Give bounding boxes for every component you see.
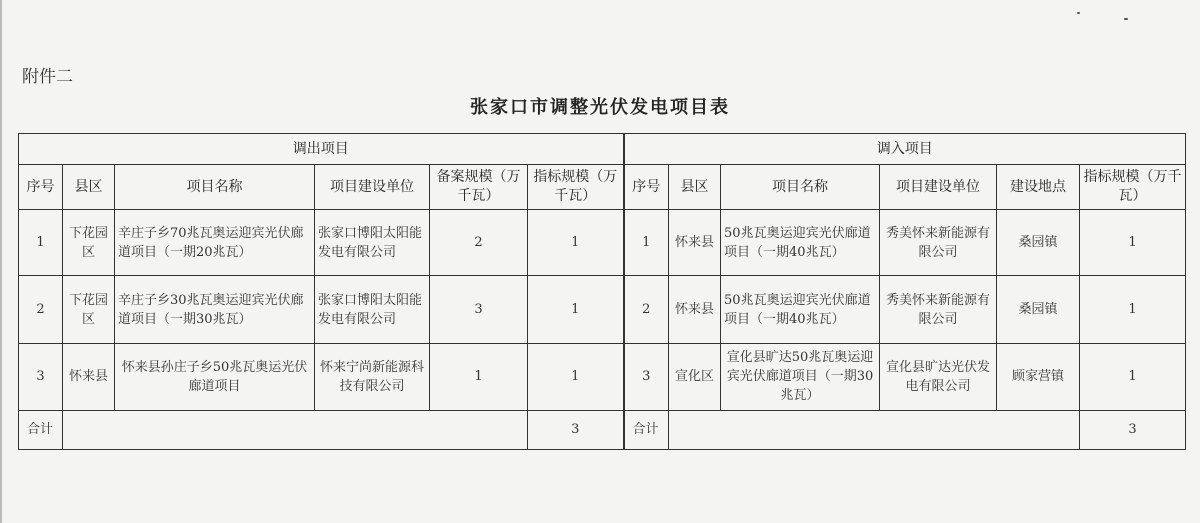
- out-row-no: 1: [19, 210, 63, 276]
- table-row: [19, 210, 1186, 276]
- in-row-quota: 1: [1080, 343, 1186, 410]
- out-header-unit: 项目建设单位: [315, 165, 430, 210]
- in-row-no: 1: [624, 210, 669, 276]
- in-group-header: 调入项目: [624, 134, 1186, 165]
- in-header-county: 县区: [669, 165, 721, 210]
- in-row-name: 50兆瓦奥运迎宾光伏廊道项目（一期40兆瓦）: [721, 276, 880, 343]
- out-row-no: 2: [19, 276, 63, 343]
- in-row-unit: 秀美怀来新能源有限公司: [880, 276, 997, 343]
- out-row-county: 下花园区: [63, 210, 115, 276]
- out-row-no: 3: [19, 343, 63, 410]
- in-row-unit: 秀美怀来新能源有限公司: [880, 210, 997, 276]
- out-row-unit: 张家口博阳太阳能发电有限公司: [315, 210, 430, 276]
- out-row-quota: 1: [528, 343, 624, 410]
- out-row-name: 辛庄子乡70兆瓦奥运迎宾光伏廊道项目（一期20兆瓦）: [115, 210, 315, 276]
- out-row-filed: 1: [430, 343, 528, 410]
- in-row-site: 顾家营镇: [997, 343, 1080, 410]
- out-header-filed: 备案规模（万千瓦）: [430, 165, 528, 210]
- in-row-quota: 1: [1080, 210, 1186, 276]
- out-row-filed: 3: [430, 276, 528, 343]
- out-total-quota: 3: [528, 410, 624, 449]
- in-row-name: 宣化县旷达50兆瓦奥运迎宾光伏廊道项目（一期30兆瓦）: [721, 343, 880, 410]
- out-row-county: 怀来县: [63, 343, 115, 410]
- in-total-blank: [669, 410, 1080, 449]
- in-row-county: 怀来县: [669, 276, 721, 343]
- out-header-county: 县区: [63, 165, 115, 210]
- in-row-county: 宣化区: [669, 343, 721, 410]
- total-row: [19, 410, 1186, 449]
- out-row-unit: 怀来宁尚新能源科技有限公司: [315, 343, 430, 410]
- out-group-header: 调出项目: [19, 134, 624, 165]
- scan-speck: [1077, 12, 1080, 14]
- in-row-no: 2: [624, 276, 669, 343]
- table-row: [19, 343, 1186, 410]
- in-row-name: 50兆瓦奥运迎宾光伏廊道项目（一期40兆瓦）: [721, 210, 880, 276]
- scan-edge: [0, 0, 2, 523]
- out-header-name: 项目名称: [115, 165, 315, 210]
- in-header-unit: 项目建设单位: [880, 165, 997, 210]
- in-header-name: 项目名称: [721, 165, 880, 210]
- in-row-site: 桑园镇: [997, 276, 1080, 343]
- in-total-quota: 3: [1080, 410, 1186, 449]
- in-header-no: 序号: [624, 165, 669, 210]
- out-row-quota: 1: [528, 276, 624, 343]
- in-row-county: 怀来县: [669, 210, 721, 276]
- out-row-name: 怀来县孙庄子乡50兆瓦奥运光伏廊道项目: [115, 343, 315, 410]
- document-title: 张家口市调整光伏发电项目表: [470, 97, 730, 118]
- out-row-name: 辛庄子乡30兆瓦奥运迎宾光伏廊道项目（一期30兆瓦）: [115, 276, 315, 343]
- in-header-site: 建设地点: [997, 165, 1080, 210]
- out-row-filed: 2: [430, 210, 528, 276]
- out-total-label: 合计: [19, 410, 63, 449]
- in-header-quota: 指标规模（万千瓦）: [1080, 165, 1186, 210]
- in-row-unit: 宣化县旷达光伏发电有限公司: [880, 343, 997, 410]
- in-row-quota: 1: [1080, 276, 1186, 343]
- project-adjustment-table: [18, 133, 1186, 450]
- out-header-quota: 指标规模（万千瓦）: [528, 165, 624, 210]
- out-row-county: 下花园区: [63, 276, 115, 343]
- in-row-site: 桑园镇: [997, 210, 1080, 276]
- out-total-blank: [63, 410, 528, 449]
- out-row-unit: 张家口博阳太阳能发电有限公司: [315, 276, 430, 343]
- in-total-label: 合计: [624, 410, 669, 449]
- attachment-label: 附件二: [22, 67, 73, 87]
- out-row-quota: 1: [528, 210, 624, 276]
- table-row: [19, 276, 1186, 343]
- scan-speck: [1124, 18, 1128, 20]
- in-row-no: 3: [624, 343, 669, 410]
- out-header-no: 序号: [19, 165, 63, 210]
